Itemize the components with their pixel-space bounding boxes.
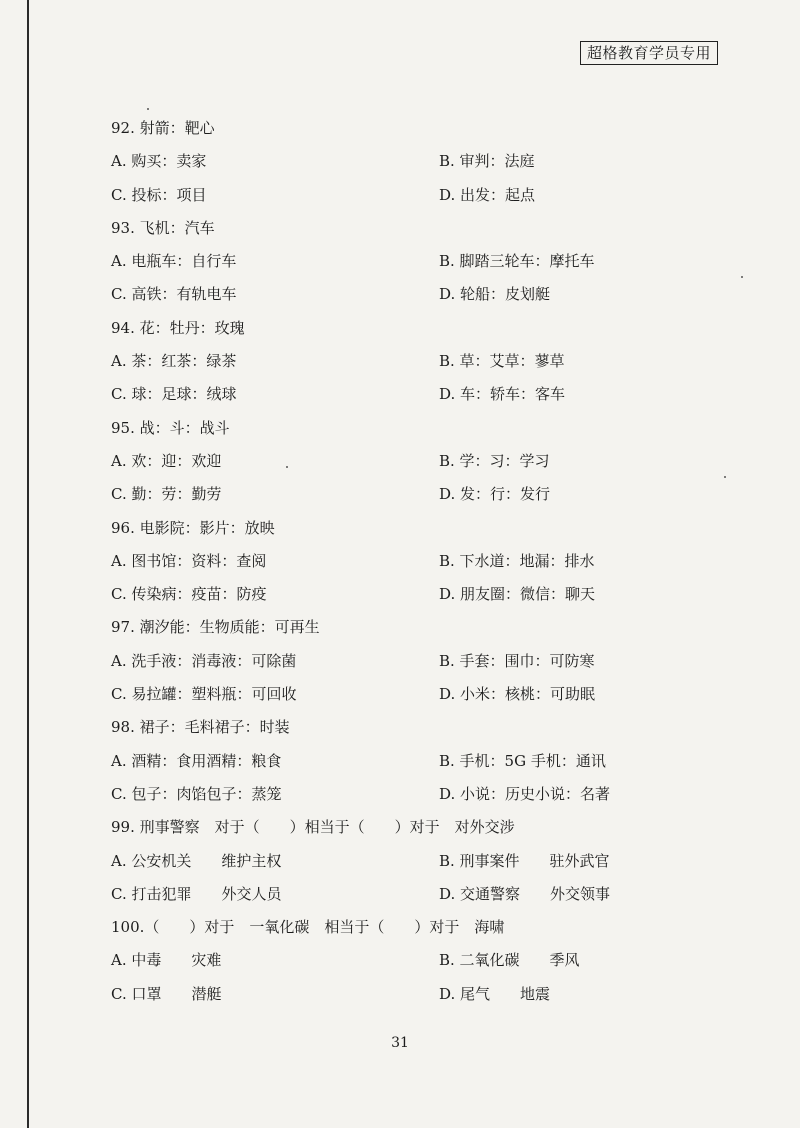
options-row xyxy=(111,745,671,778)
option-d: D. 交通警察 外交领事 xyxy=(439,884,611,903)
option-c: C. 打击犯罪 外交人员 xyxy=(111,884,282,903)
options-row xyxy=(111,944,671,977)
option-b: B. 脚踏三轮车：摩托车 xyxy=(439,252,595,271)
question-stem: 97. 潮汐能：生物质能：可再生 xyxy=(111,618,320,637)
question-98 xyxy=(111,711,671,811)
options-row xyxy=(111,545,671,578)
option-c: C. 勤：劳：勤劳 xyxy=(111,485,222,504)
question-100 xyxy=(111,911,671,1011)
binding-line xyxy=(27,0,29,1128)
question-list xyxy=(111,112,671,1011)
option-c: C. 高铁：有轨电车 xyxy=(111,285,237,304)
question-stem: 94. 花：牡丹：玫瑰 xyxy=(111,318,245,337)
scan-speck xyxy=(741,276,743,278)
question-92 xyxy=(111,112,671,212)
question-stem: 99. 刑事警察 对于（ ）相当于（ ）对于 对外交涉 xyxy=(111,818,515,837)
option-d: D. 尾气 地震 xyxy=(439,984,551,1003)
option-a: A. 茶：红茶：绿茶 xyxy=(111,352,237,371)
option-a: A. 电瓶车：自行车 xyxy=(111,252,237,271)
options-row xyxy=(111,378,671,411)
option-b: B. 学：习：学习 xyxy=(439,451,550,470)
option-c: C. 球：足球：绒球 xyxy=(111,385,237,404)
options-row xyxy=(111,179,671,212)
option-d: D. 轮船：皮划艇 xyxy=(439,285,551,304)
option-b: B. 审判：法庭 xyxy=(439,152,535,171)
option-b: B. 草：艾草：蓼草 xyxy=(439,352,565,371)
option-d: D. 车：轿车：客车 xyxy=(439,385,566,404)
option-a: A. 欢：迎：欢迎 xyxy=(111,451,222,470)
options-row xyxy=(111,678,671,711)
option-c: C. 投标：项目 xyxy=(111,185,207,204)
question-stem: 93. 飞机：汽车 xyxy=(111,218,215,237)
question-97 xyxy=(111,611,671,711)
options-row xyxy=(111,278,671,311)
options-row xyxy=(111,845,671,878)
option-b: B. 二氧化碳 季风 xyxy=(439,951,580,970)
options-row xyxy=(111,878,671,911)
question-96 xyxy=(111,512,671,612)
options-row xyxy=(111,145,671,178)
question-stem: 100.（ ）对于 一氧化碳 相当于（ ）对于 海啸 xyxy=(111,918,505,937)
option-c: C. 易拉罐：塑料瓶：可回收 xyxy=(111,685,297,704)
options-row xyxy=(111,245,671,278)
options-row xyxy=(111,645,671,678)
option-a: A. 图书馆：资料：查阅 xyxy=(111,551,267,570)
options-row xyxy=(111,445,671,478)
options-row xyxy=(111,345,671,378)
question-99 xyxy=(111,811,671,911)
option-a: A. 中毒 灾难 xyxy=(111,951,222,970)
option-d: D. 出发：起点 xyxy=(439,185,536,204)
page-number: 31 xyxy=(391,1035,409,1051)
option-b: B. 手套：围巾：可防寒 xyxy=(439,651,595,670)
scan-speck xyxy=(147,108,149,110)
options-row xyxy=(111,778,671,811)
option-a: A. 洗手液：消毒液：可除菌 xyxy=(111,651,297,670)
scan-speck xyxy=(286,466,288,468)
option-d: D. 小米：核桃：可助眠 xyxy=(439,685,596,704)
option-c: C. 传染病：疫苗：防疫 xyxy=(111,585,267,604)
options-row xyxy=(111,478,671,511)
option-b: B. 下水道：地漏：排水 xyxy=(439,551,595,570)
option-a: A. 公安机关 维护主权 xyxy=(111,851,282,870)
option-d: D. 朋友圈：微信：聊天 xyxy=(439,585,596,604)
option-c: C. 包子：肉馅包子：蒸笼 xyxy=(111,784,282,803)
option-b: B. 刑事案件 驻外武官 xyxy=(439,851,610,870)
question-stem: 96. 电影院：影片：放映 xyxy=(111,518,275,537)
option-c: C. 口罩 潜艇 xyxy=(111,984,222,1003)
question-94 xyxy=(111,312,671,412)
option-a: A. 购买：卖家 xyxy=(111,152,207,171)
question-stem: 92. 射箭：靶心 xyxy=(111,119,215,137)
question-93 xyxy=(111,212,671,312)
options-row xyxy=(111,578,671,611)
option-b: B. 手机：5G 手机：通讯 xyxy=(439,751,606,770)
scan-speck xyxy=(724,476,726,478)
question-95 xyxy=(111,412,671,512)
question-stem: 98. 裙子：毛料裙子：时装 xyxy=(111,718,290,737)
option-d: D. 发：行：发行 xyxy=(439,485,551,504)
question-stem: 95. 战：斗：战斗 xyxy=(111,418,230,437)
option-d: D. 小说：历史小说：名著 xyxy=(439,784,611,803)
option-a: A. 酒精：食用酒精：粮食 xyxy=(111,751,282,770)
header-stamp: 超格教育学员专用 xyxy=(580,41,718,65)
options-row xyxy=(111,978,671,1011)
